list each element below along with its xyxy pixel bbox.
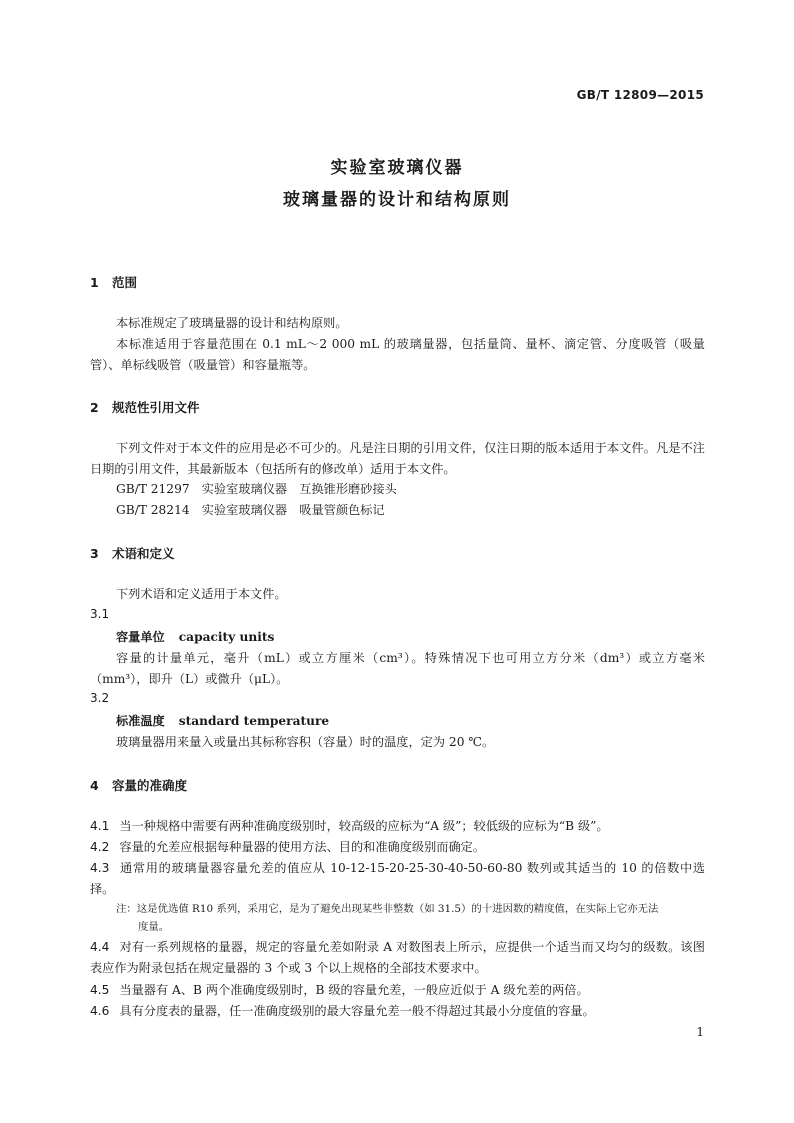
page-number: 1	[696, 1025, 704, 1039]
term-number: 3.1	[90, 607, 110, 621]
clause-text: 对有一系列规格的量器，规定的容量允差如附录 A 对数图表上所示，应提供一个适当而又均匀的级数。该图表应作为附录包括在规定量器的 3 个或 3 个以上规格的全部技术要求中。	[90, 940, 705, 975]
reference-item: GB/T 28214 实验室玻璃仪器 吸量管颜色标记	[116, 503, 385, 517]
normative-paragraph: 下列文件对于本文件的应用是必不可少的。凡是注日期的引用文件，仅注日期的版本适用于本文件。凡是不注日期的引用文件，其最新版本（包括所有的修改单）适用于本文件。	[90, 441, 705, 476]
document-title-line2: 玻璃量器的设计和结构原则	[283, 190, 511, 210]
term-zh: 标准温度	[116, 714, 165, 728]
note-line-2: 度量。	[138, 921, 170, 933]
clause-number: 4.1	[90, 819, 110, 833]
clause-text: 具有分度表的量器，任一准确度级别的最大容量允差一般不得超过其最小分度值的容量。	[119, 1004, 595, 1018]
term-zh: 容量单位	[116, 630, 165, 644]
section-heading-accuracy	[90, 776, 187, 794]
clause-text: 通常用的玻璃量器容量允差的值应从 10-12-15-20-25-30-40-50-60-80 数列或其适当的 10 的倍数中选择。	[90, 861, 705, 896]
section-number: 4	[90, 778, 99, 793]
scope-paragraph-2: 本标准适用于容量范围在 0.1 mL～2 000 mL 的玻璃量器，包括量筒、量杯、滴定管、分度吸管（吸量管）、单标线吸管（吸量管）和容量瓶等。	[90, 337, 705, 372]
note-line-1: 注：这是优选值 R10 系列，采用它，是为了避免出现某些非整数（如 31.5）的十进因数的精度值，在实际上它亦无法	[116, 903, 659, 915]
scope-paragraph-1: 本标准规定了玻璃量器的设计和结构原则。	[116, 316, 348, 330]
clause-item	[90, 837, 705, 858]
clause-number: 4.4	[90, 940, 110, 954]
clause-number: 4.6	[90, 1004, 110, 1018]
section-title: 规范性引用文件	[112, 400, 200, 415]
clause-number: 4.2	[90, 840, 110, 854]
term-definition: 容量的计量单元，毫升（mL）或立方厘米（cm³）。特殊情况下也可用立方分米（dm³）或立方毫米（mm³），即升（L）或微升（μL）。	[90, 651, 705, 686]
clause-text: 当量器有 A、B 两个准确度级别时，B 级的容量允差，一般应近似于 A 级允差的两倍。	[119, 983, 589, 997]
section-number: 2	[90, 400, 99, 415]
clause-item	[90, 1001, 705, 1022]
section-heading-scope	[90, 273, 137, 291]
section-number: 3	[90, 546, 99, 561]
term-number: 3.2	[90, 691, 110, 705]
clause-item	[90, 816, 705, 837]
term-en: standard temperature	[178, 714, 330, 728]
clause-number: 4.3	[90, 861, 110, 875]
reference-item: GB/T 21297 实验室玻璃仪器 互换锥形磨砂接头	[116, 482, 397, 496]
section-heading-normative-references	[90, 398, 200, 416]
section-title: 容量的准确度	[112, 778, 188, 793]
section-heading-terms	[90, 544, 175, 562]
term-en: capacity units	[178, 630, 275, 644]
clause-item	[90, 980, 705, 1001]
clause-number: 4.5	[90, 983, 110, 997]
term-heading	[116, 628, 274, 645]
term-definition: 玻璃量器用来量入或量出其标称容积（容量）时的温度，定为 20 ℃。	[116, 735, 495, 749]
note	[116, 900, 706, 936]
section-title: 范围	[112, 275, 138, 290]
section-title: 术语和定义	[112, 546, 175, 561]
clause-text: 当一种规格中需要有两种准确度级别时，较高级的应标为“A 级”；较低级的应标为“B 级”。	[119, 819, 609, 833]
section-number: 1	[90, 275, 99, 290]
standard-number: GB/T 12809—2015	[576, 88, 704, 102]
clause-text: 容量的允差应根据每种量器的使用方法、目的和准确度级别而确定。	[119, 840, 486, 854]
document-title-line1: 实验室玻璃仪器	[330, 158, 464, 178]
clause-item	[90, 858, 705, 900]
terms-intro: 下列术语和定义适用于本文件。	[116, 587, 287, 601]
term-heading	[116, 712, 329, 729]
clause-item	[90, 937, 705, 979]
